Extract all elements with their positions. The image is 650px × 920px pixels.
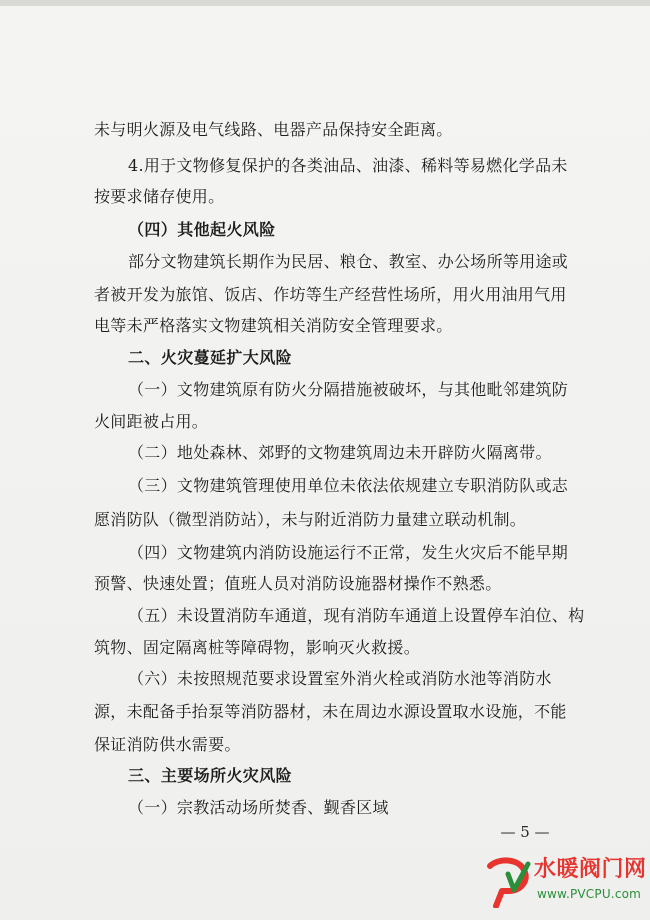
body-line-17: 筑物、固定隔离桩等障碍物，影响灭火救援。 <box>94 638 421 657</box>
watermark-site-url: www.PVCPU.com <box>537 887 642 901</box>
body-line-22: （一）宗教活动场所焚香、觐香区域 <box>128 798 389 817</box>
page-top-edge <box>0 0 650 6</box>
body-line-3: 按要求储存使用。 <box>94 187 225 206</box>
section-heading-key-places-risk: 三、主要场所火灾风险 <box>128 766 293 785</box>
body-line-10: 火间距被占用。 <box>94 412 209 431</box>
body-line-18: （六）未按照规范要求设置室外消火栓或消防水池等消防水 <box>128 669 552 688</box>
body-line-2: 4.用于文物修复保护的各类油品、油漆、稀料等易燃化学品未 <box>128 156 568 175</box>
watermark-site-name: 水暖阀门网 <box>534 857 647 882</box>
body-line-20: 保证消防供水需要。 <box>94 735 241 754</box>
body-line-19: 源，未配备手抬泵等消防器材，未在周边水源设置取水设施，不能 <box>94 702 567 721</box>
body-line-7: 电等未严格落实文物建筑相关消防安全管理要求。 <box>94 316 453 335</box>
page-number: — 5 — <box>500 823 550 841</box>
body-line-15: 预警、快速处置；值班人员对消防设施器材操作不熟悉。 <box>94 574 502 593</box>
pv-logo-icon <box>484 856 532 908</box>
section-heading-other-fire-risk: （四）其他起火风险 <box>128 220 276 239</box>
body-line-6: 者被开发为旅馆、饭店、作坊等生产经营性场所，用火用油用气用 <box>94 285 567 304</box>
body-line-5: 部分文物建筑长期作为民居、粮仓、教室、办公场所等用途或 <box>128 252 569 271</box>
body-line-14: （四）文物建筑内消防设施运行不正常，发生火灾后不能早期 <box>128 543 569 562</box>
body-line-13: 愿消防队（微型消防站），未与附近消防力量建立联动机制。 <box>94 510 527 529</box>
section-heading-fire-spread-risk: 二、火灾蔓延扩大风险 <box>128 348 293 367</box>
body-line-12: （三）文物建筑管理使用单位未依法依规建立专职消防队或志 <box>128 476 569 495</box>
body-line-16: （五）未设置消防车通道，现有消防车通道上设置停车泊位、构 <box>128 606 585 625</box>
body-line-9: （一）文物建筑原有防火分隔措施被破坏，与其他毗邻建筑防 <box>128 380 569 399</box>
site-watermark <box>484 852 647 912</box>
body-line-11: （二）地处森林、郊野的文物建筑周边未开辟防火隔离带。 <box>128 443 552 462</box>
body-line-1: 未与明火源及电气线路、电器产品保持安全距离。 <box>94 120 453 139</box>
